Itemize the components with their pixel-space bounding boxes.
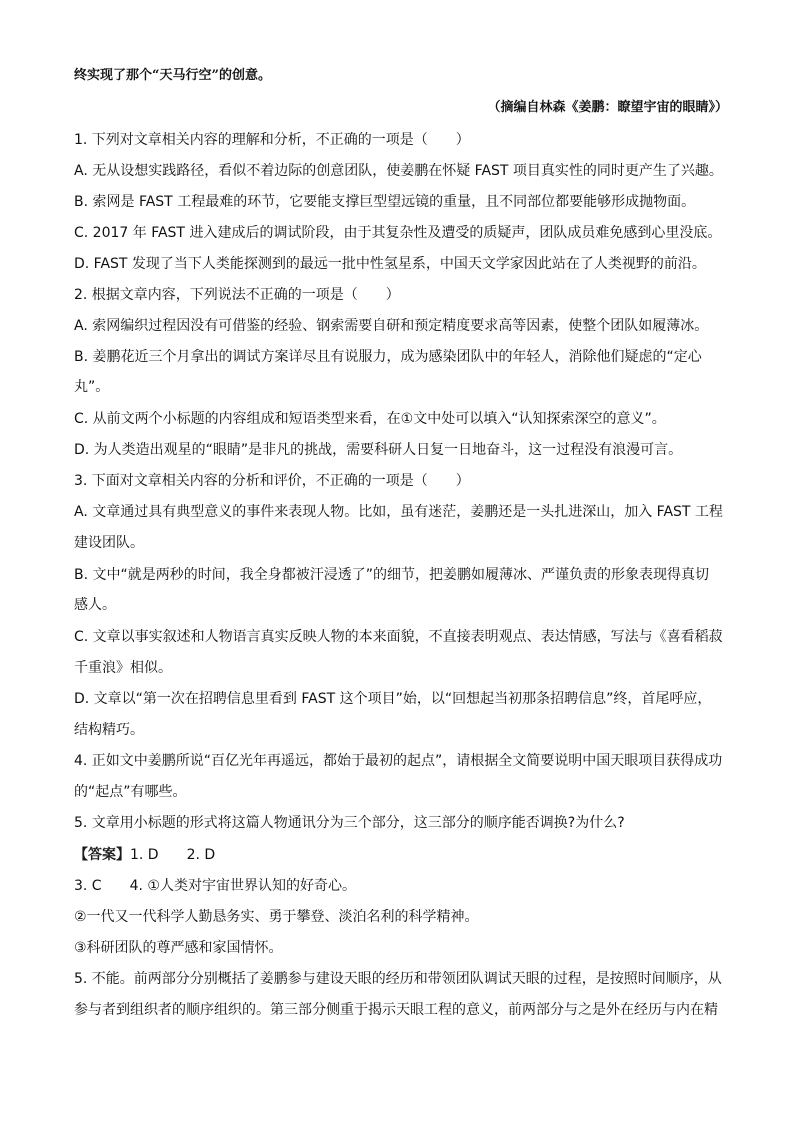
answer-4-point-3: ③科研团队的尊严感和家国情怀。 xyxy=(74,940,283,956)
answer-3-4: 3. C 4. ①人类对宇宙世界认知的好奇心。 xyxy=(74,878,356,894)
question-3-option-d-cont: 结构精巧。 xyxy=(74,722,144,738)
question-3-option-d: D. 文章以“第一次在招聘信息里看到 FAST 这个项目”始，以“回想起当初那条招聘信息”终，首尾呼应， xyxy=(74,691,712,707)
question-2-option-d: D. 为人类造出观星的“眼睛”是非凡的挑战，需要科研人日复一日地奋斗，这一过程没有浪漫可言。 xyxy=(74,442,683,458)
question-3-stem: 3. 下面对文章相关内容的分析和评价，不正确的一项是（ ） xyxy=(74,473,470,489)
intro-closing-line: 终实现了那个“天马行空”的创意。 xyxy=(74,68,271,83)
question-3-option-a-cont: 建设团队。 xyxy=(74,535,144,551)
answer-label: 【答案】 xyxy=(74,847,130,863)
question-3-option-c: C. 文章以事实叙述和人物语言真实反映人物的本来面貌，不直接表明观点、表达情感，写法与《喜看稻菽 xyxy=(74,629,723,645)
question-1-option-c: C. 2017 年 FAST 进入建成后的调试阶段，由于其复杂性及遭受的质疑声，团队成员难免感到心里没底。 xyxy=(74,225,722,241)
question-1-option-b: B. 索网是 FAST 工程最难的环节，它要能支撑巨型望远镜的重量，且不同部位都要能够形成抛物面。 xyxy=(74,194,696,210)
question-3-option-a: A. 文章通过具有典型意义的事件来表现人物。比如，虽有迷茫，姜鹏还是一头扎进深山，加入 FAST 工程 xyxy=(74,504,723,520)
question-4-stem: 4. 正如文中姜鹏所说“百亿光年再遥远，都始于最初的起点”，请根据全文简要说明中国天眼项目获得成功 xyxy=(74,753,723,769)
question-3-option-b: B. 文中“就是两秒的时间，我全身都被汗浸透了”的细节，把姜鹏如履薄冰、严谨负责的形象表现得真切 xyxy=(74,567,710,583)
question-2-option-b: B. 姜鹏花近三个月拿出的调试方案详尽且有说服力，成为感染团队中的年轻人，消除他们疑虑的“定心 xyxy=(74,349,702,365)
source-citation: （摘编自林森《姜鹏：瞭望宇宙的眼睛》） xyxy=(487,100,728,115)
question-1-stem: 1. 下列对文章相关内容的理解和分析，不正确的一项是（ ） xyxy=(74,132,470,148)
question-5-stem: 5. 文章用小标题的形式将这篇人物通讯分为三个部分，这三部分的顺序能否调换?为什么? xyxy=(74,815,625,831)
question-3-option-c-cont: 千重浪》相似。 xyxy=(74,660,172,676)
question-1-option-a: A. 无从设想实践路径，看似不着边际的创意团队，使姜鹏在怀疑 FAST 项目真实性的同时更产生了兴趣。 xyxy=(74,163,723,179)
answer-5-line-1: 5. 不能。前两部分分别概括了姜鹏参与建设天眼的经历和带领团队调试天眼的过程，是按照时间顺序，从 xyxy=(74,971,722,987)
question-2-stem: 2. 根据文章内容，下列说法不正确的一项是（ ） xyxy=(74,287,400,303)
answer-1-2: 1. D 2. D xyxy=(130,847,216,863)
question-2-option-a: A. 索网编织过程因没有可借鉴的经验、钢索需要自研和预定精度要求高等因素，使整个团队如履薄冰。 xyxy=(74,318,709,334)
answer-5-line-2: 参与者到组织者的顺序组织的。第三部分侧重于揭示天眼工程的意义，前两部分与之是外在经历与内在精 xyxy=(74,1002,718,1018)
question-1-option-d: D. FAST 发现了当下人类能探测到的最远一批中性氢星系，中国天文学家因此站在了人类视野的前沿。 xyxy=(74,256,706,272)
question-4-stem-cont: 的“起点”有哪些。 xyxy=(74,784,187,800)
answer-line-1 xyxy=(74,845,734,865)
question-2-option-b-cont: 丸”。 xyxy=(74,379,110,395)
question-3-option-b-cont: 感人。 xyxy=(74,597,116,613)
question-2-option-c: C. 从前文两个小标题的内容组成和短语类型来看，在①文中处可以填入“认知探索深空的意义”。 xyxy=(74,411,666,427)
answer-4-point-2: ②一代又一代科学人勤恳务实、勇于攀登、淡泊名利的科学精神。 xyxy=(74,909,479,925)
